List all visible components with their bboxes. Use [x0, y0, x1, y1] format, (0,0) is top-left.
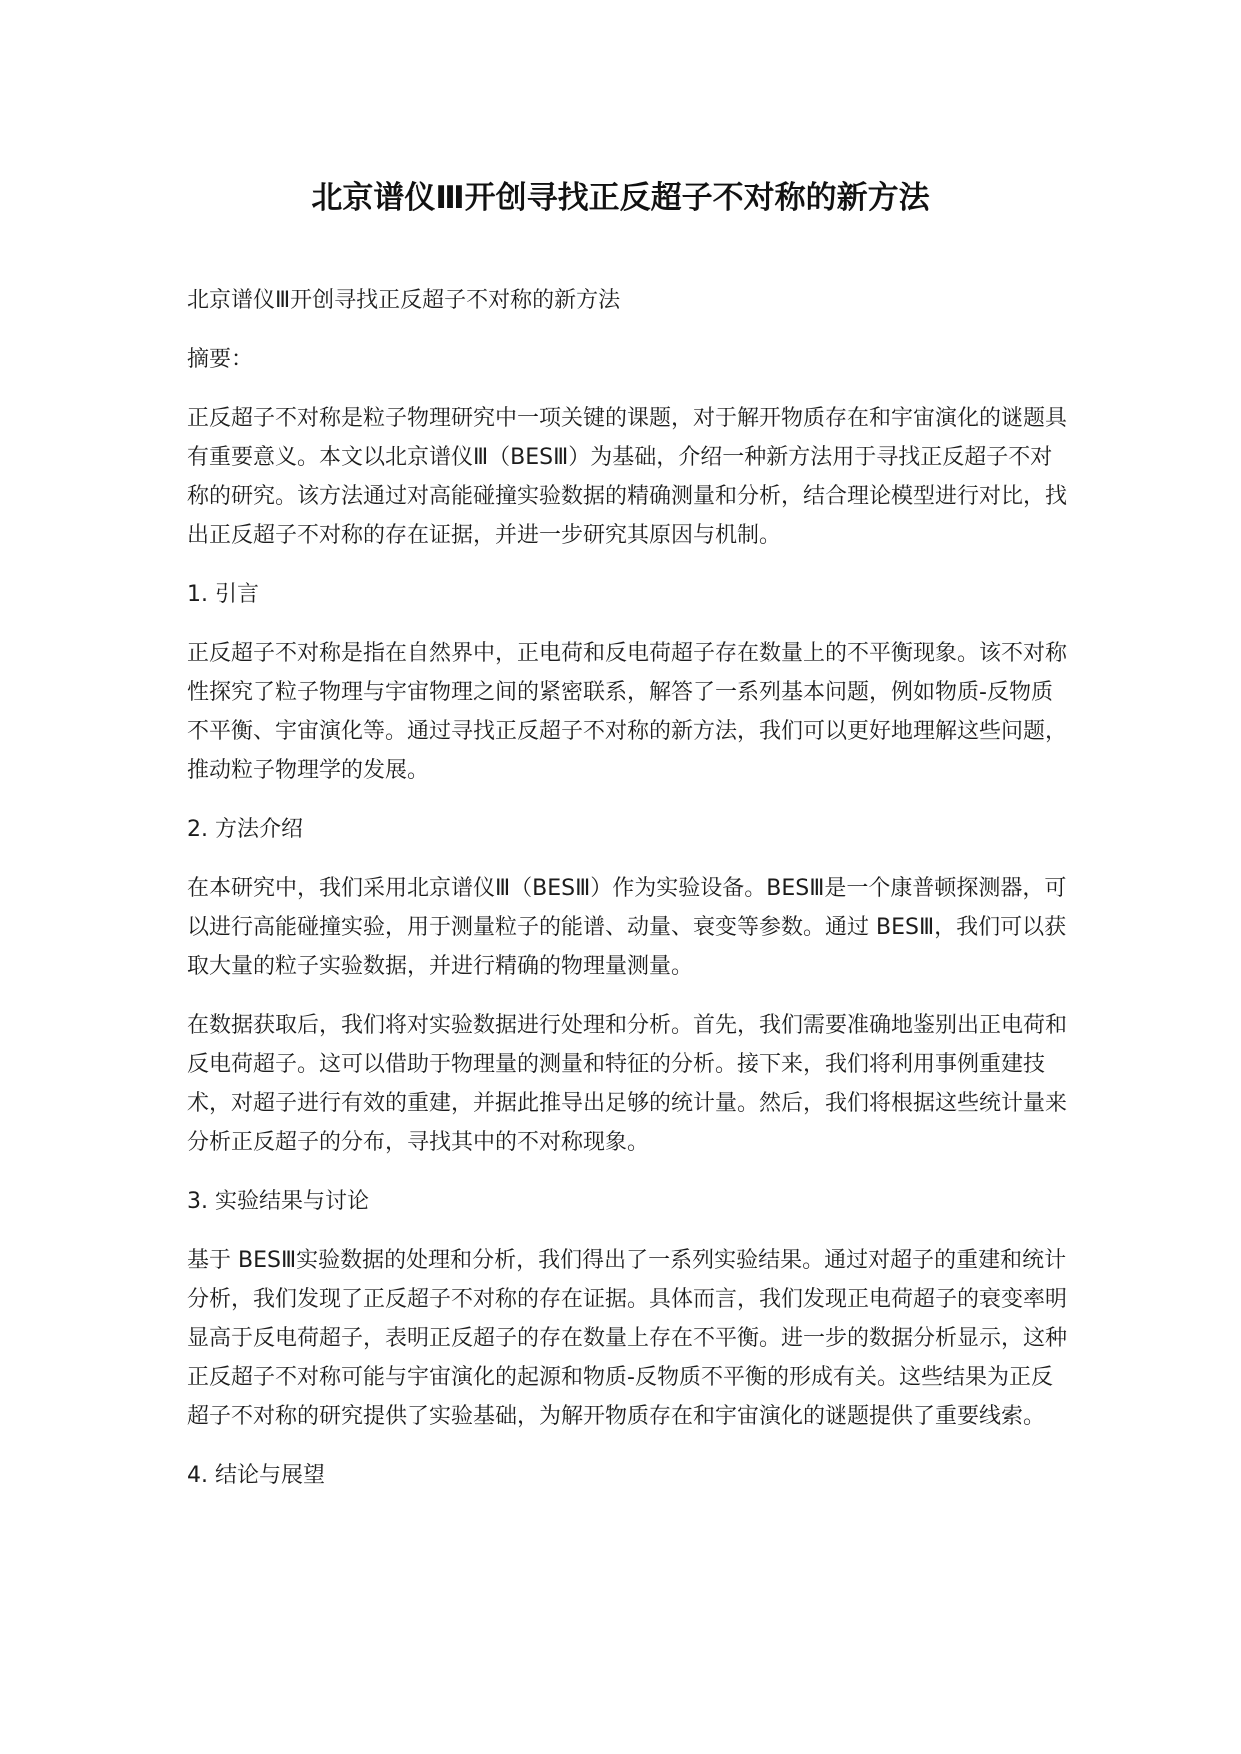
document-body — [187, 281, 1067, 1515]
document-subtitle: 北京谱仪Ⅲ开创寻找正反超子不对称的新方法 — [187, 288, 621, 313]
section-paragraph: 基于 BESⅢ实验数据的处理和分析，我们得出了一系列实验结果。通过对超子的重建和统计分析，我们发现了正反超子不对称的存在证据。具体而言，我们发现正电荷超子的衰变率明显高于反电荷超子，表明正反超子的存在数量上存在不平衡。进一步的数据分析显示，这种正反超子不对称可能与宇宙演化的起源和物质-反物质不平衡的形成有关。这些结果为正反超子不对称的研究提供了实验基础，为解开物质存在和宇宙演化的谜题提供了重要线索。 — [187, 1248, 1068, 1429]
section-paragraph: 正反超子不对称是指在自然界中，正电荷和反电荷超子存在数量上的不平衡现象。该不对称性探究了粒子物理与宇宙物理之间的紧密联系，解答了一系列基本问题，例如物质-反物质不平衡、宇宙演化等。通过寻找正反超子不对称的新方法，我们可以更好地理解这些问题，推动粒子物理学的发展。 — [187, 641, 1068, 783]
document-title: 北京谱仪Ⅲ开创寻找正反超子不对称的新方法 — [311, 180, 930, 216]
abstract-text: 正反超子不对称是粒子物理研究中一项关键的课题，对于解开物质存在和宇宙演化的谜题具有重要意义。本文以北京谱仪Ⅲ（BESⅢ）为基础，介绍一种新方法用于寻找正反超子不对称的研究。该方法通过对高能碰撞实验数据的精确测量和分析，结合理论模型进行对比，找出正反超子不对称的存在证据，并进一步研究其原因与机制。 — [187, 406, 1068, 548]
section-paragraph: 在数据获取后，我们将对实验数据进行处理和分析。首先，我们需要准确地鉴别出正电荷和反电荷超子。这可以借助于物理量的测量和特征的分析。接下来，我们将利用事例重建技术，对超子进行有效的重建，并据此推导出足够的统计量。然后，我们将根据这些统计量来分析正反超子的分布，寻找其中的不对称现象。 — [187, 1013, 1068, 1155]
section-paragraph: 在本研究中，我们采用北京谱仪Ⅲ（BESⅢ）作为实验设备。BESⅢ是一个康普顿探测器，可以进行高能碰撞实验，用于测量粒子的能谱、动量、衰变等参数。通过 BESⅢ，我们可以获取大量的粒子实验数据，并进行精确的物理量测量。 — [187, 876, 1067, 979]
abstract-label: 摘要： — [187, 347, 254, 372]
section-heading-conclusion: 4. 结论与展望 — [187, 1463, 325, 1488]
section-heading-method: 2. 方法介绍 — [187, 817, 303, 842]
section-heading-results: 3. 实验结果与讨论 — [187, 1189, 369, 1214]
section-heading-introduction: 1. 引言 — [187, 582, 259, 607]
